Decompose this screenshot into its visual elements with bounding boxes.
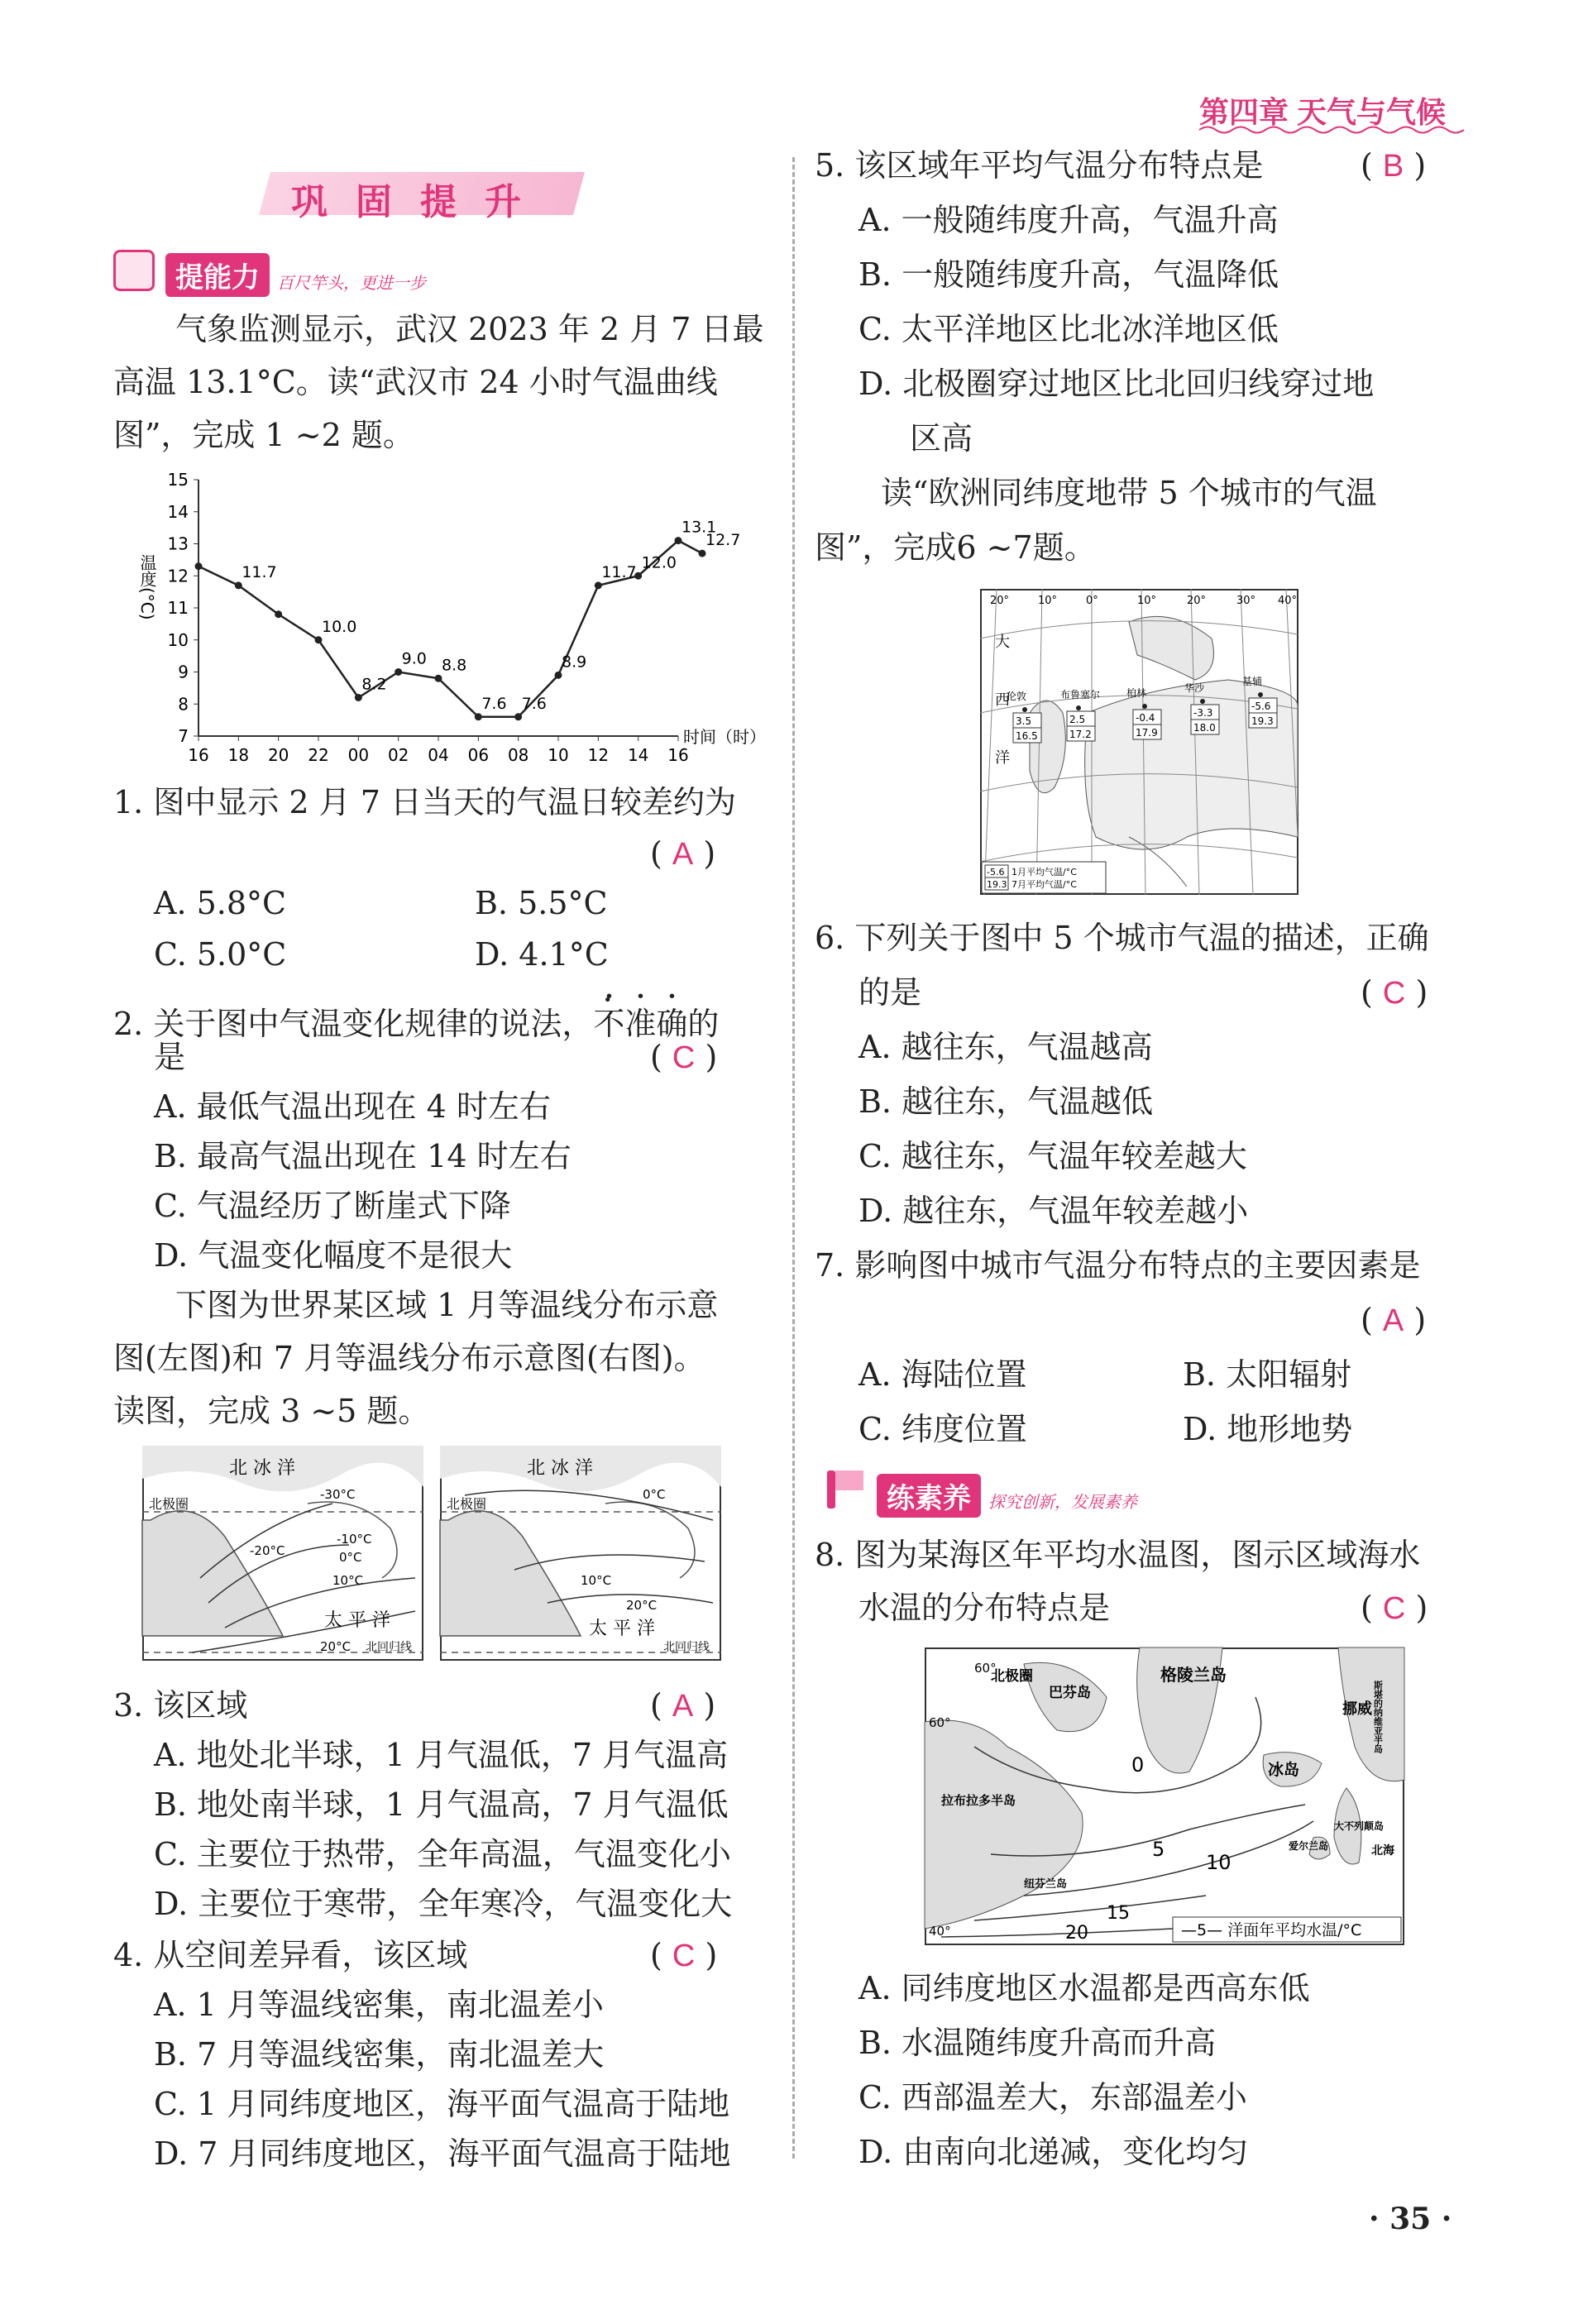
map3-iso-15: 15 bbox=[1107, 1903, 1130, 1924]
q6-answer: C bbox=[1382, 976, 1406, 1011]
q8-option-a: A. 同纬度地区水温都是西高东低 bbox=[858, 1970, 1310, 2006]
data-point bbox=[435, 675, 442, 682]
map3-northsea: 北海 bbox=[1371, 1844, 1394, 1858]
city-jul-value: 18.0 bbox=[1193, 722, 1216, 734]
q1-stem: 1. 图中显示 2 月 7 日当天的气温日较差约为 bbox=[113, 784, 737, 820]
y-tick-label: 10 bbox=[167, 629, 189, 650]
q8-stem-line1: 8. 图为某海区年平均水温图，图示区域海水 bbox=[815, 1537, 1421, 1573]
q3-answer-paren: ( A ) bbox=[650, 1687, 716, 1724]
q5-option-b: B. 一般随纬度升高，气温降低 bbox=[858, 256, 1279, 293]
y-tick-label: 8 bbox=[178, 694, 189, 715]
x-tick-label: 16 bbox=[667, 745, 689, 765]
map1r-ocean-label: 北 冰 洋 bbox=[527, 1458, 593, 1479]
q2-option-b: B. 最高气温出现在 14 时左右 bbox=[154, 1138, 572, 1174]
data-label: 12.0 bbox=[641, 553, 677, 572]
y-tick-label: 7 bbox=[178, 726, 189, 746]
map1r-tropic-label: 北回归线 bbox=[663, 1641, 710, 1654]
q1-answer: A bbox=[672, 837, 694, 872]
x-tick-label: 06 bbox=[467, 745, 490, 765]
banner2-label: 练素养 bbox=[877, 1474, 981, 1518]
isotherm-map-july bbox=[440, 1446, 721, 1661]
x-axis-label: 时间（时） bbox=[683, 727, 766, 747]
x-tick-label: 04 bbox=[428, 745, 449, 765]
map1r-iso-0: 0°C bbox=[643, 1487, 666, 1502]
data-label: 11.7 bbox=[242, 562, 277, 581]
q2-stem-line2: 是 bbox=[154, 1039, 186, 1075]
x-tick-label: 12 bbox=[587, 745, 610, 765]
map3-iso-20: 20 bbox=[1065, 1923, 1088, 1944]
map3-lat-2: 60° bbox=[929, 1715, 951, 1730]
x-tick-label: 22 bbox=[308, 745, 329, 765]
q5-stem: 5. 该区域年平均气温分布特点是 bbox=[815, 147, 1264, 184]
q6-option-d: D. 越往东，气温年较差越小 bbox=[858, 1193, 1249, 1229]
map1-iso-m10: -10°C bbox=[337, 1532, 372, 1547]
q5-option-d-cont: 区高 bbox=[910, 420, 973, 457]
q2-option-a: A. 最低气温出现在 4 时左右 bbox=[154, 1088, 551, 1125]
section-title: 巩固提升 bbox=[291, 182, 549, 222]
data-point bbox=[595, 581, 602, 589]
map3-norway: 挪威 bbox=[1342, 1700, 1372, 1718]
q8-option-b: B. 水温随纬度升高而升高 bbox=[858, 2025, 1217, 2061]
data-point bbox=[475, 713, 482, 720]
city-name: 布鲁塞尔 bbox=[1060, 689, 1101, 701]
q2-option-c: C. 气温经历了断崖式下降 bbox=[154, 1188, 511, 1224]
map3-greenland: 格陵兰岛 bbox=[1160, 1665, 1227, 1685]
data-point bbox=[395, 668, 402, 676]
city-jul-value: 17.2 bbox=[1069, 729, 1092, 740]
map3-scandinavia: 斯堪的纳维亚半岛 bbox=[1372, 1681, 1384, 1753]
map3-newfoundland: 纽芬兰岛 bbox=[1024, 1878, 1068, 1891]
map3-iceland: 冰岛 bbox=[1268, 1761, 1300, 1779]
city-jan-value: -3.3 bbox=[1193, 707, 1213, 719]
map1-arctic-label: 北极圈 bbox=[149, 1496, 189, 1512]
map1-iso-0: 0°C bbox=[339, 1550, 362, 1565]
q4-stem: 4. 从空间差异看，该区域 bbox=[113, 1937, 468, 1973]
intro1-line2: 高温 13.1°C。读“武汉市 24 小时气温曲线 bbox=[113, 364, 718, 400]
data-label: 10.0 bbox=[322, 617, 357, 636]
q4-option-d: D. 7 月同纬度地区，海平面气温高于陆地 bbox=[154, 2135, 731, 2172]
map1-iso-10: 10°C bbox=[332, 1573, 364, 1588]
y-axis-label: 温度(°C) bbox=[137, 554, 157, 620]
city-name: 华沙 bbox=[1184, 682, 1205, 694]
q3-option-c: C. 主要位于热带，全年高温，气温变化小 bbox=[154, 1836, 731, 1872]
banner1-sub: 百尺竿头，更进一步 bbox=[277, 275, 426, 293]
q2-stem bbox=[113, 987, 719, 1042]
q4-answer-paren: ( C ) bbox=[650, 1937, 718, 1973]
x-tick-label: 08 bbox=[507, 745, 529, 765]
q5-option-c: C. 太平洋地区比北冰洋地区低 bbox=[858, 311, 1279, 347]
q7-option-c: C. 纬度位置 bbox=[858, 1411, 1027, 1447]
map2-lon-0: 20° bbox=[990, 595, 1010, 607]
map3-iso-5: 5 bbox=[1152, 1838, 1165, 1861]
q2-stem-emph: 不准确 bbox=[593, 1006, 688, 1042]
city-jan-value: 3.5 bbox=[1016, 715, 1032, 727]
q5-option-d: D. 北极圈穿过地区比北回归线穿过地 bbox=[858, 366, 1375, 402]
q4-option-c: C. 1 月同纬度地区，海平面气温高于陆地 bbox=[154, 2086, 730, 2122]
data-label: 8.9 bbox=[562, 653, 587, 672]
map3-legend: —5— 洋面年平均水温/°C bbox=[1181, 1921, 1362, 1939]
q3-stem: 3. 该区域 bbox=[113, 1687, 248, 1724]
map2-lon-4: 20° bbox=[1187, 595, 1207, 607]
x-tick-label: 10 bbox=[548, 745, 569, 765]
data-point bbox=[675, 537, 682, 544]
map2-ocean-2: 西 bbox=[995, 691, 1010, 709]
banner2-flag bbox=[835, 1470, 863, 1490]
map2-lon-5: 30° bbox=[1236, 595, 1256, 607]
city-name: 基辅 bbox=[1242, 676, 1263, 687]
column-divider bbox=[792, 157, 795, 2159]
city-dot bbox=[1076, 705, 1081, 710]
map3-iso-0: 0 bbox=[1131, 1753, 1145, 1776]
map1-pacific-label: 太 平 洋 bbox=[324, 1610, 390, 1631]
city-jul-value: 19.3 bbox=[1251, 715, 1274, 727]
q6-option-c: C. 越往东，气温年较差越大 bbox=[858, 1138, 1247, 1174]
map3-ireland: 爱尔兰岛 bbox=[1289, 1840, 1329, 1852]
q3-option-a: A. 地处北半球，1 月气温低，7 月气温高 bbox=[154, 1737, 729, 1773]
isotherm-map-january bbox=[142, 1446, 423, 1661]
city-jul-value: 17.9 bbox=[1136, 727, 1158, 739]
data-label: 13.1 bbox=[682, 518, 717, 537]
data-point bbox=[514, 713, 522, 720]
city-dot bbox=[1258, 692, 1263, 697]
map2-legend-jul-text: 7月平均气温/°C bbox=[1011, 879, 1077, 890]
q5-answer: B bbox=[1382, 149, 1404, 184]
map3-lat-1: 60° bbox=[974, 1661, 997, 1676]
intro2-line3: 读图，完成 3 ~5 题。 bbox=[113, 1393, 430, 1429]
map2-ocean-3: 洋 bbox=[995, 749, 1010, 767]
map1-ocean-label: 北 冰 洋 bbox=[229, 1458, 295, 1479]
intro2-line1: 下图为世界某区域 1 月等温线分布示意 bbox=[175, 1287, 719, 1323]
map2-ocean-1: 大 bbox=[995, 634, 1010, 651]
map1r-pacific-label: 太 平 洋 bbox=[589, 1619, 655, 1639]
page-number: · 35 · bbox=[1369, 2202, 1452, 2236]
q1-option-a: A. 5.8°C bbox=[154, 885, 287, 921]
map2-lon-6: 40° bbox=[1278, 595, 1298, 607]
q7-answer: A bbox=[1382, 1303, 1404, 1338]
q6-stem-line2: 的是 bbox=[858, 974, 922, 1011]
data-label: 8.2 bbox=[361, 675, 387, 694]
sea-temperature-map bbox=[925, 1647, 1404, 1945]
intro1-line3: 图”，完成 1 ~2 题。 bbox=[113, 417, 414, 453]
q2-option-d: D. 气温变化幅度不是很大 bbox=[154, 1237, 513, 1274]
temperature-chart bbox=[124, 463, 766, 769]
q7-option-d: D. 地形地势 bbox=[1183, 1411, 1353, 1447]
x-tick-label: 16 bbox=[188, 745, 209, 765]
q7-answer-paren: ( A ) bbox=[1361, 1302, 1427, 1338]
q2-answer: C bbox=[672, 1040, 696, 1075]
q8-option-d: D. 由南向北递减，变化均匀 bbox=[858, 2134, 1249, 2170]
data-point bbox=[235, 581, 242, 589]
chapter-header: 第四章 天气与气候 bbox=[1199, 95, 1447, 129]
q4-option-a: A. 1 月等温线密集，南北温差小 bbox=[154, 1987, 604, 2023]
map2-legend-jul: 19.3 bbox=[987, 879, 1007, 890]
q4-answer: C bbox=[672, 1939, 696, 1973]
header-underline bbox=[1199, 124, 1464, 136]
map3-labrador: 拉布拉多半岛 bbox=[941, 1793, 1016, 1808]
y-tick-label: 9 bbox=[178, 662, 189, 682]
x-tick-label: 00 bbox=[347, 745, 370, 765]
x-tick-label: 02 bbox=[387, 745, 409, 765]
data-label: 8.8 bbox=[442, 656, 467, 675]
q6-stem-line1: 6. 下列关于图中 5 个城市气温的描述，正确 bbox=[815, 920, 1429, 956]
y-tick-label: 15 bbox=[167, 470, 189, 490]
map3-baffin: 巴芬岛 bbox=[1049, 1685, 1091, 1701]
data-label: 11.7 bbox=[601, 562, 637, 581]
data-point bbox=[699, 550, 706, 557]
q8-stem-line2: 水温的分布特点是 bbox=[858, 1590, 1111, 1626]
q3-answer: A bbox=[672, 1689, 694, 1724]
city-dot bbox=[1200, 699, 1205, 704]
map2-lon-2: 0° bbox=[1086, 595, 1098, 607]
city-name: 柏林 bbox=[1126, 687, 1147, 699]
city-jan-value: 2.5 bbox=[1069, 714, 1086, 725]
q1-option-d: D. 4.1°C bbox=[475, 936, 609, 973]
map3-iso-10: 10 bbox=[1206, 1851, 1231, 1874]
q2-answer-paren: ( C ) bbox=[650, 1039, 718, 1075]
data-point bbox=[195, 562, 203, 570]
q4-option-b: B. 7 月等温线密集，南北温差大 bbox=[154, 2036, 605, 2073]
city-jan-value: -0.4 bbox=[1136, 712, 1155, 724]
city-jan-value: -5.6 bbox=[1251, 701, 1271, 712]
banner1-label: 提能力 bbox=[165, 253, 270, 297]
q1-answer-paren: ( A ) bbox=[650, 835, 716, 872]
data-point bbox=[315, 636, 323, 643]
map2-legend-jan-text: 1月平均气温/°C bbox=[1011, 867, 1077, 877]
q3-option-d: D. 主要位于寒带，全年寒冷，气温变化大 bbox=[154, 1886, 733, 1922]
q6-option-b: B. 越往东，气温越低 bbox=[858, 1083, 1154, 1120]
data-label: 7.6 bbox=[481, 694, 507, 713]
map1-iso-m20: -20°C bbox=[250, 1543, 285, 1558]
city-name: 伦敦 bbox=[1007, 691, 1027, 702]
intro3-line1: 读“欧洲同纬度地带 5 个城市的气温 bbox=[881, 475, 1377, 511]
q1-option-b: B. 5.5°C bbox=[475, 885, 608, 921]
x-tick-label: 20 bbox=[267, 745, 289, 765]
banner1-icon bbox=[113, 250, 155, 291]
map2-lon-3: 10° bbox=[1137, 595, 1157, 607]
y-tick-label: 11 bbox=[167, 598, 189, 618]
data-label: 7.6 bbox=[521, 694, 547, 713]
q7-stem: 7. 影响图中城市气温分布特点的主要因素是 bbox=[815, 1247, 1421, 1284]
y-tick-label: 14 bbox=[167, 501, 189, 522]
map3-arctic: 北极圈 bbox=[991, 1668, 1033, 1685]
q8-option-c: C. 西部温差大，东部温差小 bbox=[858, 2079, 1247, 2116]
map1-iso-m30: -30°C bbox=[320, 1487, 356, 1502]
q5-answer-paren: ( B ) bbox=[1361, 147, 1427, 184]
y-tick-label: 12 bbox=[167, 566, 189, 586]
q6-answer-paren: ( C ) bbox=[1361, 974, 1428, 1011]
map1r-arctic-label: 北极圈 bbox=[447, 1496, 487, 1512]
q3-option-b: B. 地处南半球，1 月气温高，7 月气温低 bbox=[154, 1786, 729, 1823]
q1-option-c: C. 5.0°C bbox=[154, 936, 287, 973]
q6-option-a: A. 越往东，气温越高 bbox=[858, 1029, 1153, 1065]
q7-option-b: B. 太阳辐射 bbox=[1183, 1356, 1352, 1393]
q2-stem-a: 2. 关于图中气温变化规律的说法， bbox=[113, 1006, 594, 1042]
data-label: 12.7 bbox=[705, 531, 741, 550]
x-tick-label: 18 bbox=[227, 745, 250, 765]
data-point bbox=[275, 610, 282, 618]
map3-lat-3: 40° bbox=[929, 1924, 951, 1939]
map1r-iso-20: 20°C bbox=[626, 1598, 658, 1613]
q5-option-a: A. 一般随纬度升高，气温升高 bbox=[858, 202, 1279, 238]
banner2-flag-icon bbox=[827, 1470, 835, 1509]
map2-lon-1: 10° bbox=[1038, 595, 1058, 607]
q2-stem-b: 的 bbox=[687, 1006, 720, 1042]
map1-iso-20: 20°C bbox=[320, 1639, 352, 1654]
intro2-line2: 图(左图)和 7 月等温线分布示意图(右图)。 bbox=[113, 1340, 705, 1376]
banner2-sub: 探究创新，发展素养 bbox=[988, 1494, 1137, 1512]
data-point bbox=[355, 694, 362, 701]
x-tick-label: 14 bbox=[627, 745, 649, 765]
city-dot bbox=[1022, 707, 1027, 712]
data-label: 9.0 bbox=[401, 649, 427, 668]
city-dot bbox=[1142, 704, 1147, 709]
intro1-line1: 气象监测显示，武汉 2023 年 2 月 7 日最 bbox=[175, 311, 764, 347]
europe-cities-map bbox=[980, 589, 1298, 895]
city-jul-value: 16.5 bbox=[1016, 730, 1038, 742]
map2-legend-jan: -5.6 bbox=[987, 867, 1005, 877]
q8-answer: C bbox=[1382, 1591, 1406, 1626]
data-point bbox=[555, 672, 562, 679]
map3-britain: 大不列颠岛 bbox=[1334, 1820, 1385, 1832]
intro3-line2: 图”，完成6 ~7题。 bbox=[815, 529, 1096, 566]
map1-tropic-label: 北回归线 bbox=[366, 1641, 412, 1654]
q8-answer-paren: ( C ) bbox=[1361, 1590, 1428, 1626]
q7-option-a: A. 海陆位置 bbox=[858, 1356, 1027, 1393]
y-tick-label: 13 bbox=[167, 533, 189, 554]
map1r-iso-10: 10°C bbox=[581, 1573, 612, 1588]
